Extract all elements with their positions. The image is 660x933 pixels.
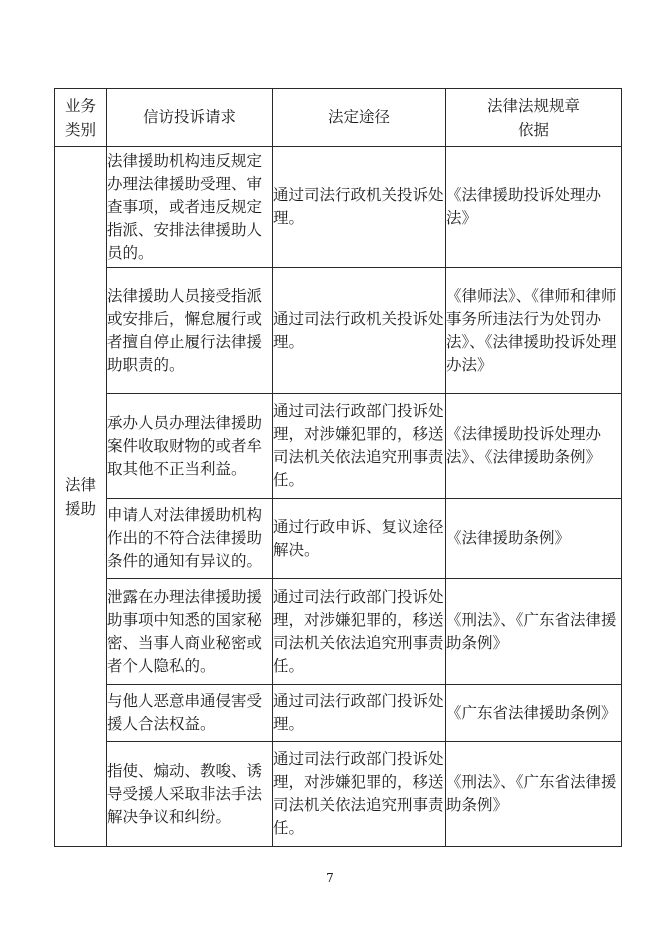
table-row: [55, 394, 622, 499]
table-row: [55, 499, 622, 579]
page-number: 7: [326, 871, 334, 885]
table-row: [55, 685, 622, 742]
route-cell: 通过行政申诉、复议途径解决。: [273, 499, 446, 579]
header-request: 信访投诉请求: [107, 89, 273, 147]
table-row: [55, 742, 622, 847]
route-cell: 通过司法行政部门投诉处理。: [273, 685, 446, 742]
request-cell: 法律援助人员接受指派或安排后，懈怠履行或者擅自停止履行法律援助职责的。: [107, 268, 273, 394]
complaint-channels-table: [54, 88, 622, 847]
table-row: [55, 147, 622, 268]
basis-cell: 《刑法》、《广东省法律援助条例》: [446, 742, 622, 847]
route-cell: 通过司法行政部门投诉处理，对涉嫌犯罪的，移送司法机关依法追究刑事责任。: [273, 742, 446, 847]
route-cell: 通过司法行政机关投诉处理。: [273, 147, 446, 268]
header-route: 法定途径: [273, 89, 446, 147]
route-cell: 通过司法行政机关投诉处理。: [273, 268, 446, 394]
basis-cell: 《刑法》、《广东省法律援助条例》: [446, 579, 622, 685]
request-cell: 与他人恶意串通侵害受援人合法权益。: [107, 685, 273, 742]
request-cell: 承办人员办理法律援助案件收取财物的或者牟取其他不正当利益。: [107, 394, 273, 499]
table-row: [55, 268, 622, 394]
basis-cell: 《法律援助条例》: [446, 499, 622, 579]
category-cell: 法律援助: [55, 147, 107, 847]
table-row: [55, 579, 622, 685]
table-header-row: [55, 89, 622, 147]
basis-cell: 《广东省法律援助条例》: [446, 685, 622, 742]
route-cell: 通过司法行政部门投诉处理，对涉嫌犯罪的，移送司法机关依法追究刑事责任。: [273, 579, 446, 685]
route-cell: 通过司法行政部门投诉处理，对涉嫌犯罪的，移送司法机关依法追究刑事责任。: [273, 394, 446, 499]
request-cell: 指使、煽动、教唆、诱导受援人采取非法手法解决争议和纠纷。: [107, 742, 273, 847]
basis-cell: 《律师法》、《律师和律师事务所违法行为处罚办法》、《法律援助投诉处理办法》: [446, 268, 622, 394]
request-cell: 泄露在办理法律援助援助事项中知悉的国家秘密、当事人商业秘密或者个人隐私的。: [107, 579, 273, 685]
basis-cell: 《法律援助投诉处理办法》、《法律援助条例》: [446, 394, 622, 499]
request-cell: 法律援助机构违反规定办理法律援助受理、审查事项，或者违反规定指派、安排法律援助人员的。: [107, 147, 273, 268]
basis-cell: 《法律援助投诉处理办法》: [446, 147, 622, 268]
request-cell: 申请人对法律援助机构作出的不符合法律援助条件的通知有异议的。: [107, 499, 273, 579]
header-basis: 法律法规规章依据: [446, 89, 622, 147]
header-category: 业务类别: [55, 89, 107, 147]
